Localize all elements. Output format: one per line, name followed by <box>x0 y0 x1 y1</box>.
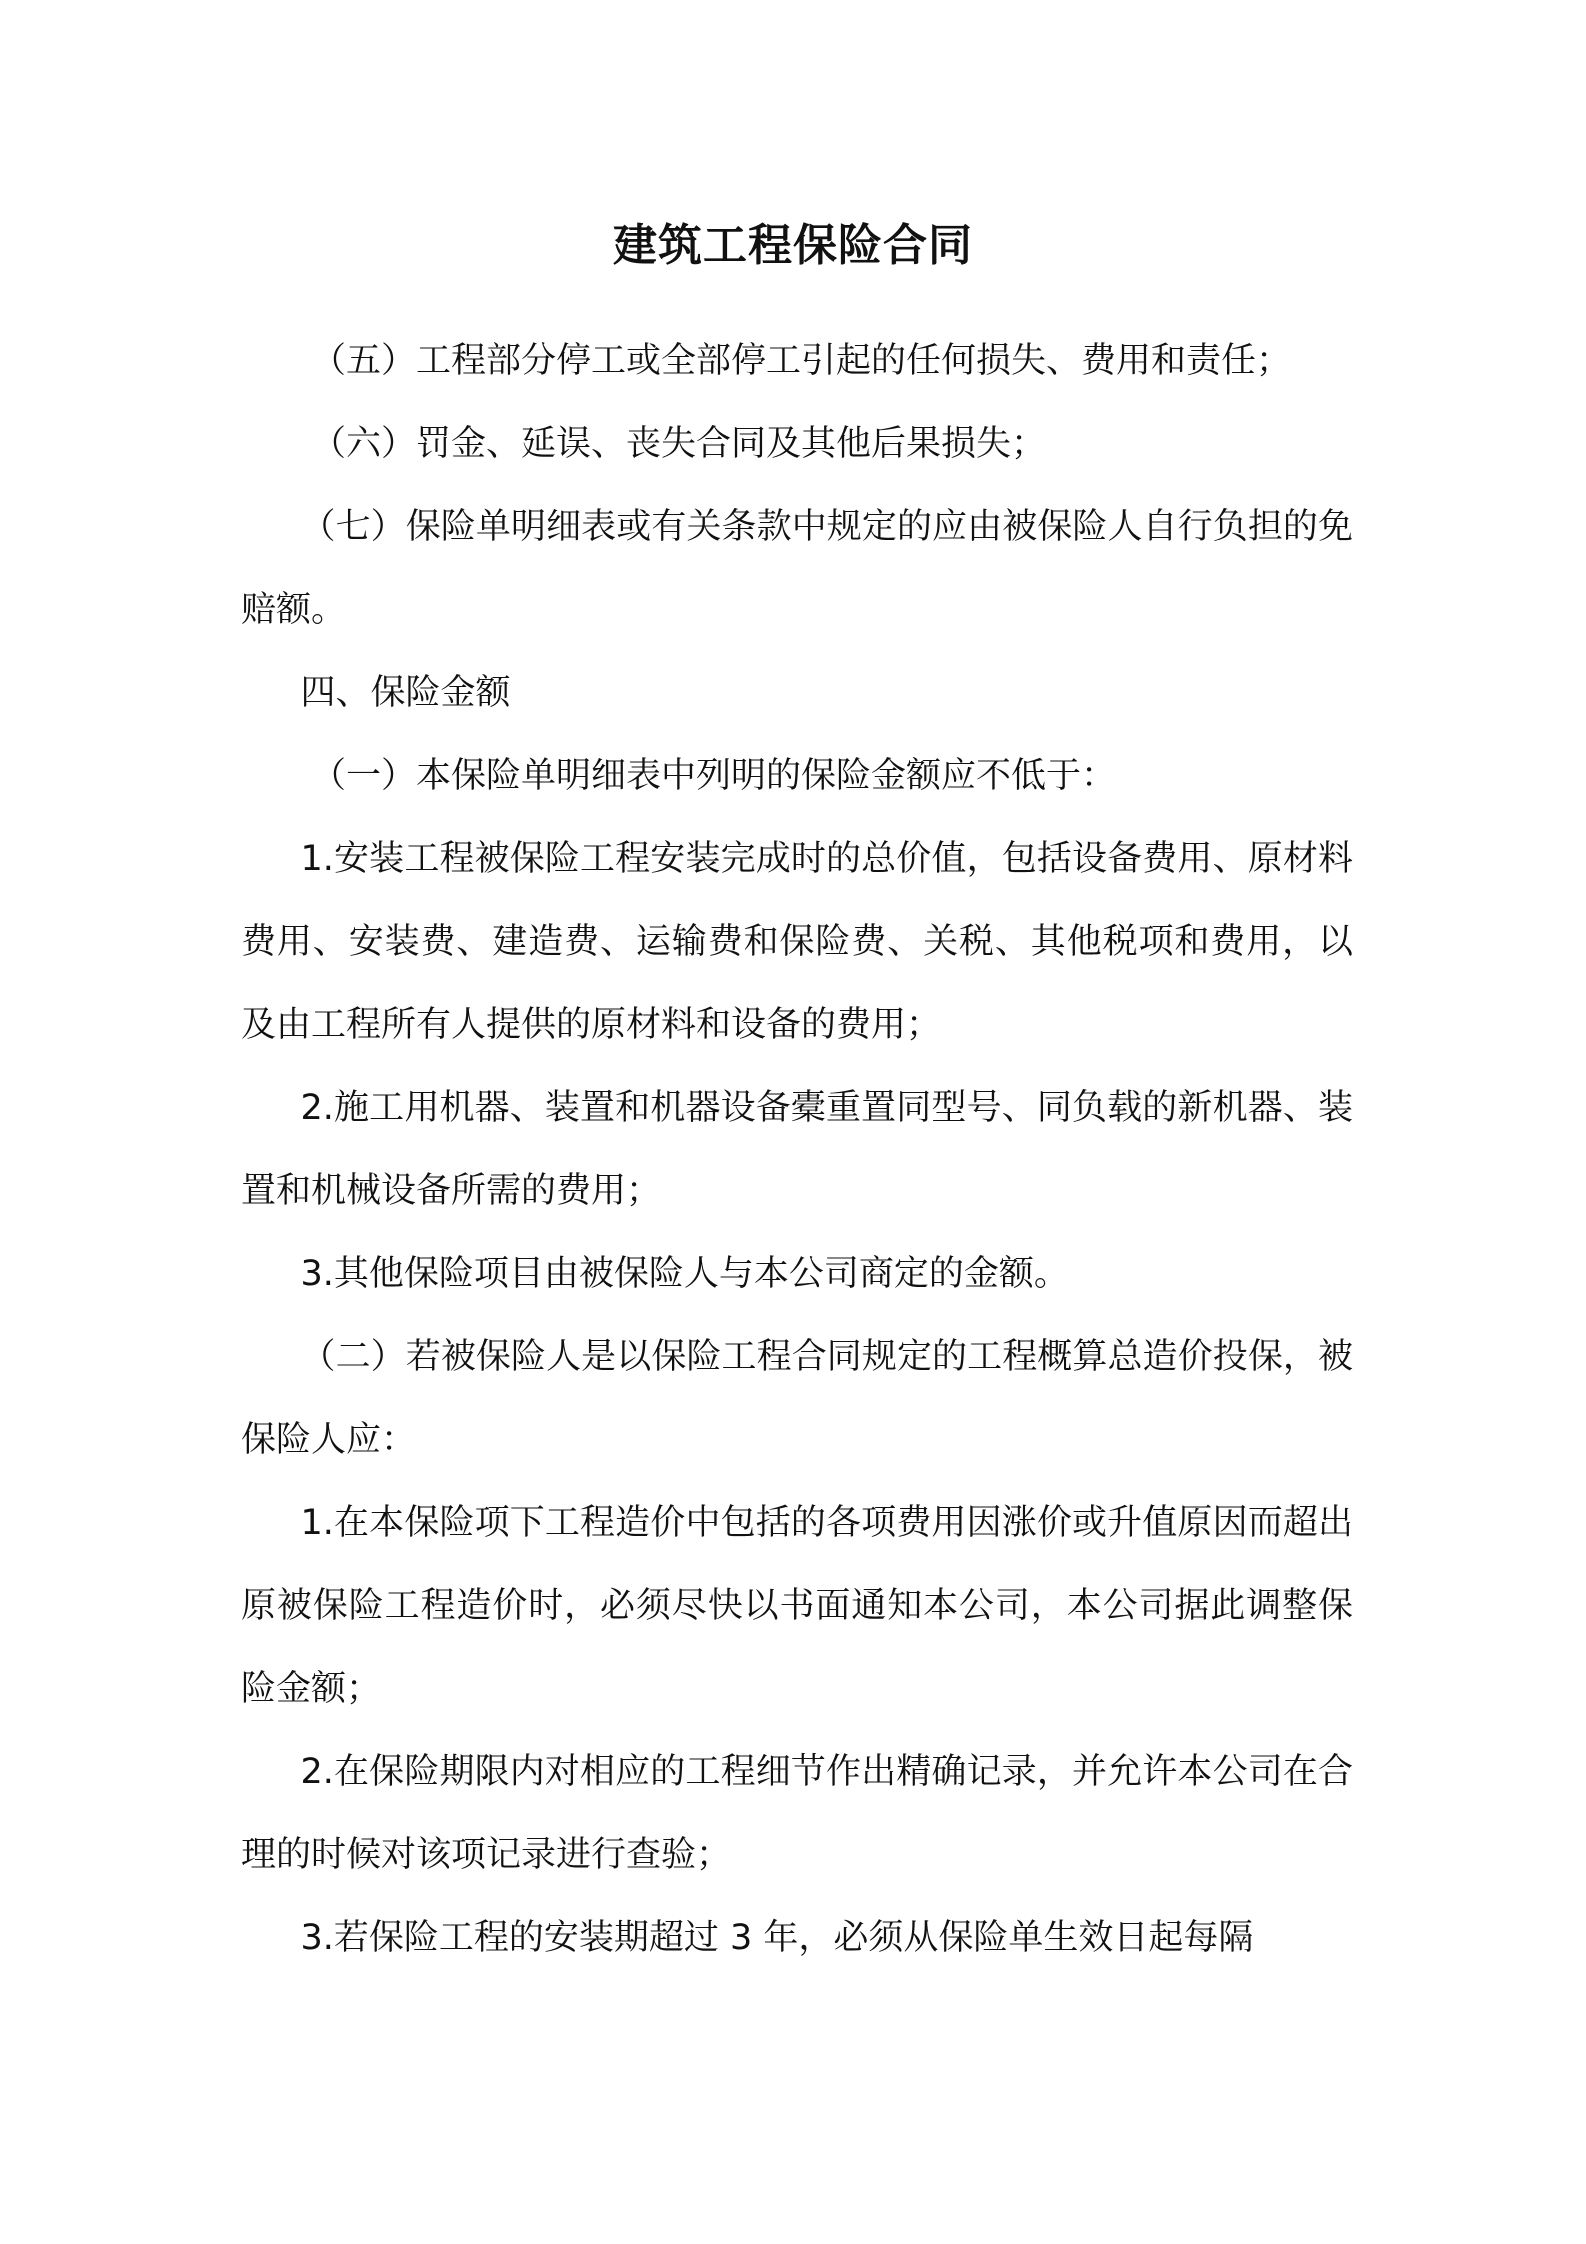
paragraph-amount-2: （二）若被保险人是以保险工程合同规定的工程概算总造价投保，被保险人应： <box>241 1337 1353 1460</box>
paragraph-amount-1-item-1: 1.安装工程被保险工程安装完成时的总价值，包括设备费用、原材料费用、安装费、建造费、运输费和保险费、关税、其他税项和费用，以及由工程所有人提供的原材料和设备的费用； <box>241 839 1353 1045</box>
paragraph-amount-2-item-3: 3.若保险工程的安装期超过 3 年，必须从保险单生效日起每隔 <box>300 1918 1254 1958</box>
paragraph-amount-1-item-2: 2.施工用机器、装置和机器设备橐重置同型号、同负载的新机器、装置和机械设备所需的费用； <box>241 1088 1353 1211</box>
paragraph-amount-2-item-2: 2.在保险期限内对相应的工程细节作出精确记录，并允许本公司在合理的时候对该项记录进行查验； <box>241 1752 1353 1875</box>
paragraph-exclusion-6: （六）罚金、延误、丧失合同及其他后果损失； <box>311 424 1047 464</box>
paragraph-amount-1: （一）本保险单明细表中列明的保险金额应不低于： <box>311 756 1117 796</box>
paragraph-amount-2-item-1: 1.在本保险项下工程造价中包括的各项费用因涨价或升值原因而超出原被保险工程造价时，必须尽快以书面通知本公司，本公司据此调整保险金额； <box>241 1503 1353 1709</box>
document-title: 建筑工程保险合同 <box>613 220 973 271</box>
document-body <box>241 320 1353 1980</box>
section-heading-insured-amount: 四、保险金额 <box>300 673 511 713</box>
paragraph-exclusion-5: （五）工程部分停工或全部停工引起的任何损失、费用和责任； <box>311 341 1292 381</box>
paragraph-amount-1-item-3: 3.其他保险项目由被保险人与本公司商定的金额。 <box>300 1254 1069 1294</box>
paragraph-exclusion-7: （七）保险单明细表或有关条款中规定的应由被保险人自行负担的免赔额。 <box>241 507 1353 630</box>
